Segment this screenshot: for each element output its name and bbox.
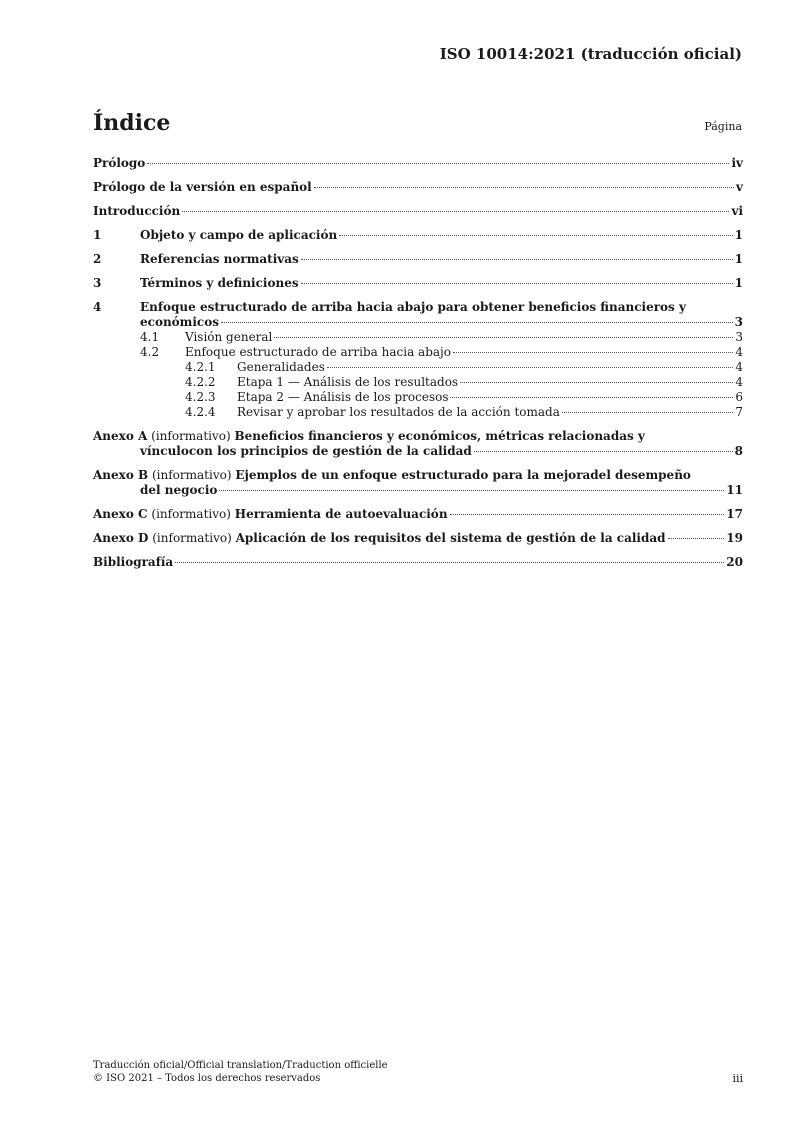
- toc-entry-section-4-1[interactable]: 4.1 Visión general 3: [140, 330, 743, 344]
- page-number: iii: [732, 1072, 743, 1085]
- toc-entry-annex-d[interactable]: Anexo D (informativo) Aplicación de los requisitos del sistema de gestión de la calidad 19: [93, 531, 743, 545]
- toc-entry-section-1[interactable]: 1 Objeto y campo de aplicación 1: [93, 228, 743, 242]
- leader-dots: [474, 451, 733, 452]
- leader-dots: [274, 337, 733, 338]
- leader-dots: [175, 562, 724, 563]
- leader-dots: [562, 412, 733, 413]
- leader-dots: [221, 322, 733, 323]
- leader-dots: [668, 538, 725, 539]
- leader-dots: [450, 514, 725, 515]
- leader-dots: [460, 382, 733, 383]
- leader-dots: [301, 259, 733, 260]
- leader-dots: [301, 283, 733, 284]
- toc-entry-annex-b[interactable]: Anexo B (informativo) Ejemplos de un enfoque estructurado para la mejoradel desempeño del negocio 11: [93, 468, 743, 497]
- footer-translation-note: Traducción oficial/Official translation/Traduction officielle: [93, 1060, 388, 1071]
- leader-dots: [339, 235, 732, 236]
- toc-entry-introduccion[interactable]: Introducción vi: [93, 204, 743, 218]
- toc-entry-section-4[interactable]: 4 Enfoque estructurado de arriba hacia abajo para obtener beneficios financieros y económicos 3: [93, 300, 743, 329]
- page-title: Índice: [93, 110, 171, 136]
- footer-copyright: © ISO 2021 – Todos los derechos reservados: [93, 1073, 321, 1084]
- leader-dots: [453, 352, 733, 353]
- document-id: ISO 10014:2021 (traducción oficial): [439, 45, 742, 63]
- toc-entry-section-4-2[interactable]: 4.2 Enfoque estructurado de arriba hacia abajo 4: [140, 345, 743, 359]
- toc-entry-section-4-2-2[interactable]: 4.2.2 Etapa 1 — Análisis de los resultados 4: [185, 375, 743, 389]
- toc-entry-section-4-2-3[interactable]: 4.2.3 Etapa 2 — Análisis de los procesos 6: [185, 390, 743, 404]
- page-column-label: Página: [704, 120, 742, 133]
- leader-dots: [182, 211, 729, 212]
- page-footer: [93, 1059, 743, 1085]
- toc-entry-prologo[interactable]: Prólogo iv: [93, 156, 743, 170]
- toc-entry-annex-a[interactable]: Anexo A (informativo) Beneficios financieros y económicos, métricas relacionadas y vínculocon los principios de gestión de la calidad 8: [93, 429, 743, 458]
- table-of-contents: [93, 156, 743, 570]
- leader-dots: [327, 367, 733, 368]
- leader-dots: [219, 490, 724, 491]
- toc-entry-section-2[interactable]: 2 Referencias normativas 1: [93, 252, 743, 266]
- toc-entry-annex-c[interactable]: Anexo C (informativo) Herramienta de autoevaluación 17: [93, 507, 743, 521]
- toc-entry-section-3[interactable]: 3 Términos y definiciones 1: [93, 276, 743, 290]
- leader-dots: [450, 397, 733, 398]
- toc-entry-section-4-2-1[interactable]: 4.2.1 Generalidades 4: [185, 360, 743, 374]
- leader-dots: [314, 187, 734, 188]
- leader-dots: [147, 163, 729, 164]
- toc-entry-bibliografia[interactable]: Bibliografía 20: [93, 555, 743, 569]
- toc-entry-section-4-2-4[interactable]: 4.2.4 Revisar y aprobar los resultados de la acción tomada 7: [185, 405, 743, 419]
- toc-entry-prologo-es[interactable]: Prólogo de la versión en español v: [93, 180, 743, 194]
